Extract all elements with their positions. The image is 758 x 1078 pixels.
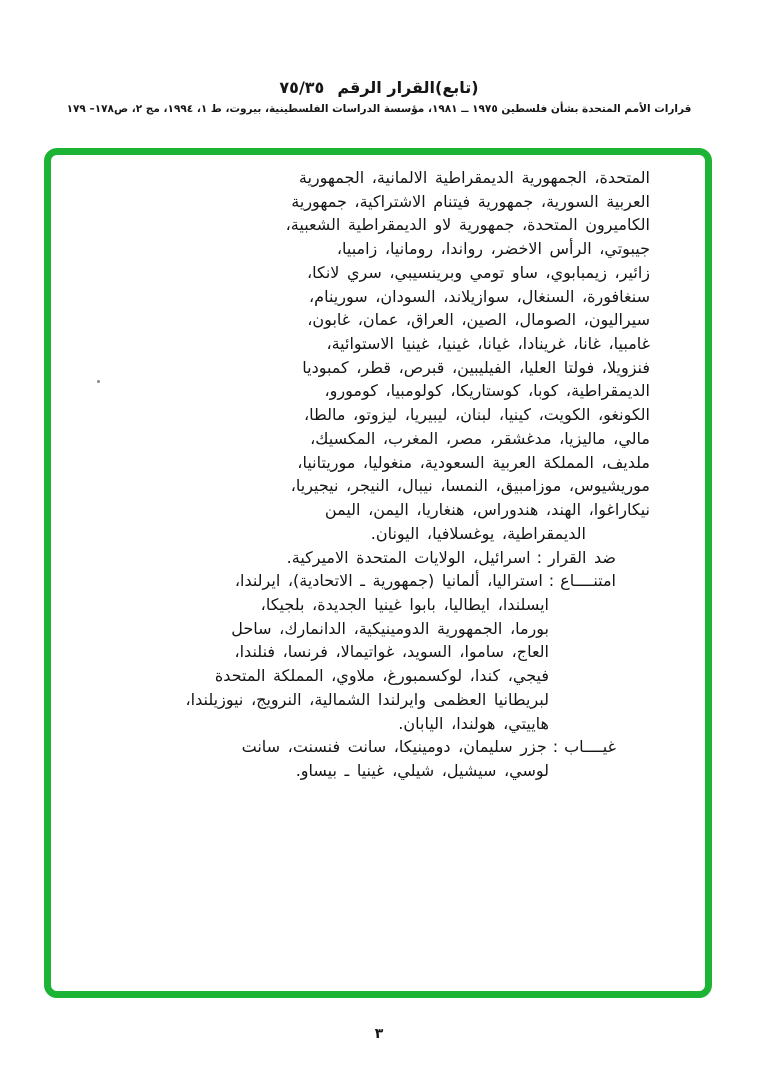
country-list-line: مالي، ماليزيا، مدغشقر، مصر، المغرب، المكسيك، (310, 428, 650, 448)
resolution-number: ٧٥/٣٥ (279, 78, 325, 97)
page-title: (تابع)القرار الرقم (337, 78, 479, 97)
resolution-vote-text (111, 166, 650, 783)
label-colon: : (536, 547, 543, 567)
label-colon: : (548, 571, 555, 591)
abstain-countries-line: العاج، ساموا، السويد، غواتيمالا، فرنسا، فنلندا، (234, 642, 549, 662)
abstain-countries: استراليا، ألمانيا (جمهورية ـ الاتحادية)، ايرلندا، (234, 571, 543, 591)
against-vote-line (111, 546, 616, 570)
absent-countries-line: لوسي، سيشيل، شيلي، غينيا ـ بيساو. (295, 760, 549, 780)
country-list-line: غامبيا، غانا، غرينادا، غيانا، غينيا، غينيا الاستوائية، (326, 334, 650, 354)
country-list-line: الكاميرون المتحدة، جمهورية لاو الديمقراطية الشعبية، (285, 215, 650, 235)
country-list-line: الكونغو، الكويت، كينيا، لبنان، ليبيريا، ليزوتو، مالطا، (303, 405, 650, 425)
page-number: ٣ (374, 1026, 384, 1042)
country-list-line: موريشيوس، موزامبيق، النمسا، نيبال، النيجر، نيجيريا، (290, 476, 650, 496)
against-countries: اسرائيل، الولايات المتحدة الاميركية. (286, 547, 531, 567)
abstain-countries-line: هاييتي، هولندا، اليابان. (398, 713, 549, 733)
country-list-line: العربية السورية، جمهورية فيتنام الاشتراكية، جمهورية (291, 191, 650, 211)
absent-label: غيــــاب (564, 737, 616, 757)
abstain-label: امتنــــاع (560, 571, 616, 591)
against-label: ضد القرار (548, 547, 616, 567)
absent-vote-line (111, 735, 616, 759)
abstain-countries-line: لبريطانيا العظمى وايرلندا الشمالية، النرويج، نيوزيلندا، (185, 689, 549, 709)
source-citation: قرارات الأمم المتحدة بشأن فلسطين ١٩٧٥ ــ ١٩٨١، مؤسسة الدراسات الفلسطينية، بيروت، ط ١، ١٩٩٤، مج ٢، ص١٧٨– ١٧٩ (66, 103, 692, 115)
country-list-line: زائير، زيمبابوي، ساو تومي وبرينسيبي، سري لانكا، (306, 262, 650, 282)
country-list-line: سيراليون، الصومال، الصين، العراق، عمان، غابون، (307, 310, 650, 330)
absent-countries: جزر سليمان، دومينيكا، سانت فنسنت، سانت (241, 737, 547, 757)
document-header (0, 78, 758, 97)
country-list-line: ملديف، المملكة العربية السعودية، منغوليا، موريتانيا، (297, 452, 650, 472)
abstain-countries-line: بورما، الجمهورية الدومينيكية، الدانمارك، ساحل (231, 618, 549, 638)
abstain-vote-line (111, 569, 616, 593)
scan-speck (97, 380, 100, 383)
green-frame (44, 148, 712, 998)
abstain-countries-line: فيجي، كندا، لوكسمبورغ، ملاوي، المملكة المتحدة (214, 666, 549, 686)
country-list-line: جيبوتي، الرأس الاخضر، رواندا، رومانيا، زامبيا، (336, 239, 650, 259)
country-list-line: سنغافورة، السنغال، سوازيلاند، السودان، سورينام، (309, 286, 650, 306)
country-list-line: المتحدة، الجمهورية الديمقراطية الالمانية، الجمهورية (298, 168, 650, 187)
country-list-line: فنزويلا، فولتا العليا، الفيليبين، قبرص، قطر، كمبوديا (302, 357, 650, 377)
country-list-line: الديمقراطية، كوبا، كوستاريكا، كولومبيا، كومورو، (324, 381, 650, 401)
country-list-line-last: الديمقراطية، يوغسلافيا، اليونان. (370, 523, 586, 543)
abstain-countries-line: ايسلندا، ايطاليا، بابوا غينيا الجديدة، بلجيكا، (260, 594, 549, 614)
country-list-line: نيكاراغوا، الهند، هندوراس، هنغاريا، اليمن، اليمن (324, 500, 650, 520)
label-colon: : (552, 737, 559, 757)
